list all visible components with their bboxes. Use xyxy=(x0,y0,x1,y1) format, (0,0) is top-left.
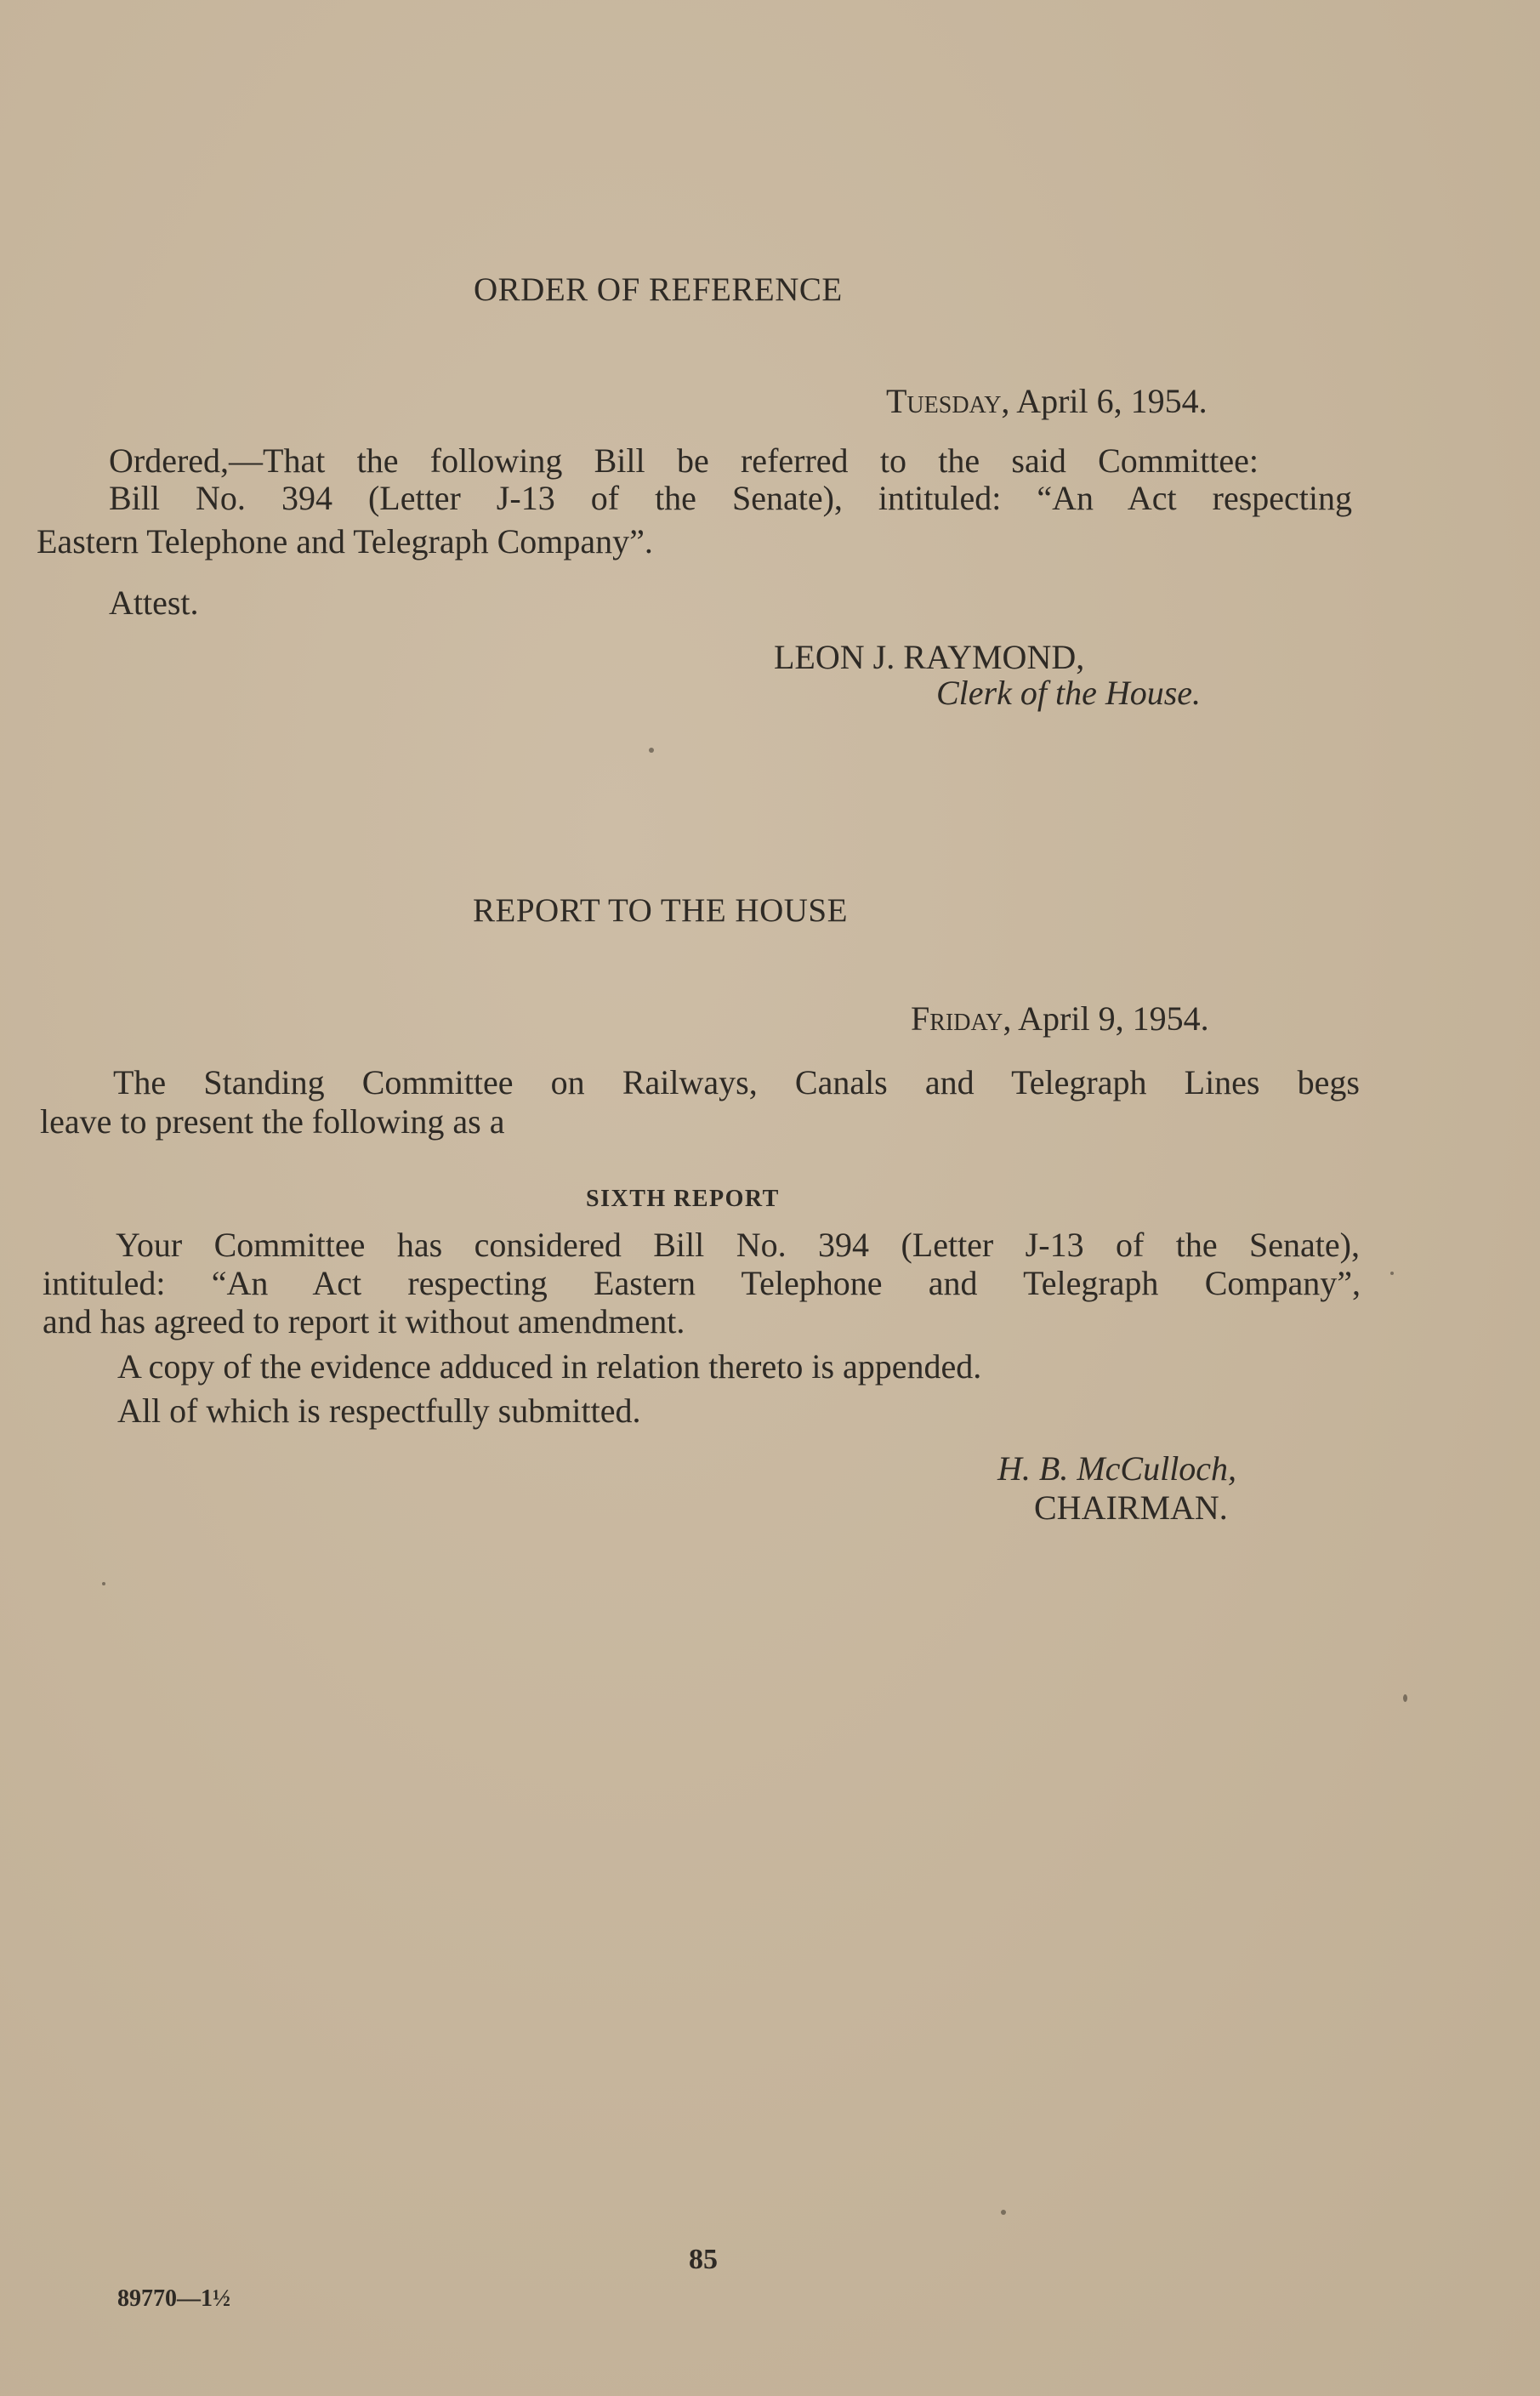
paper-speck xyxy=(649,748,654,753)
order-bill-line: Eastern Telephone and Telegraph Company”. xyxy=(37,522,653,561)
order-of-reference-date xyxy=(886,382,1208,421)
clerk-name: LEON J. RAYMOND, xyxy=(774,638,1085,676)
report-heading: REPORT TO THE HOUSE xyxy=(473,892,848,929)
report-body-line: All of which is respectfully submitted. xyxy=(117,1392,641,1430)
sixth-report-subheading: SIXTH REPORT xyxy=(586,1186,780,1212)
order-date-rest: , April 6, 1954. xyxy=(1001,382,1208,420)
chairman-name: H. B. McCulloch, xyxy=(997,1449,1237,1488)
paper-speck xyxy=(1001,2210,1006,2215)
paper-speck xyxy=(1403,1694,1407,1702)
report-date-rest: , April 9, 1954. xyxy=(1003,999,1209,1038)
report-body-line: Your Committee has considered Bill No. 394 (Letter J-13 of the Senate), xyxy=(116,1226,1360,1264)
report-date xyxy=(911,999,1209,1039)
page-number: 85 xyxy=(689,2244,718,2275)
print-code: 89770—1½ xyxy=(117,2285,230,2312)
report-body-line: intituled: “An Act respecting Eastern Telephone and Telegraph Company”, xyxy=(43,1264,1361,1302)
report-date-weekday: Friday xyxy=(911,999,1003,1038)
paper-speck xyxy=(102,1582,105,1585)
report-body-line: A copy of the evidence adduced in relation thereto is appended. xyxy=(117,1347,982,1386)
order-date-weekday: Tuesday xyxy=(886,382,1002,420)
chairman-title: CHAIRMAN. xyxy=(1034,1488,1228,1527)
attest-text: Attest. xyxy=(109,583,199,622)
report-body-line: and has agreed to report it without amendment. xyxy=(43,1302,685,1340)
order-paragraph-line: Ordered,—That the following Bill be referred to the said Committee: xyxy=(109,441,1259,480)
paper-speck xyxy=(1390,1272,1394,1275)
order-bill-line: Bill No. 394 (Letter J-13 of the Senate), intituled: “An Act respecting xyxy=(109,479,1352,517)
report-intro-line: leave to present the following as a xyxy=(40,1102,505,1141)
report-intro-line: The Standing Committee on Railways, Canals and Telegraph Lines begs xyxy=(113,1063,1360,1101)
order-of-reference-heading: ORDER OF REFERENCE xyxy=(474,271,843,308)
clerk-title: Clerk of the House. xyxy=(936,674,1202,712)
